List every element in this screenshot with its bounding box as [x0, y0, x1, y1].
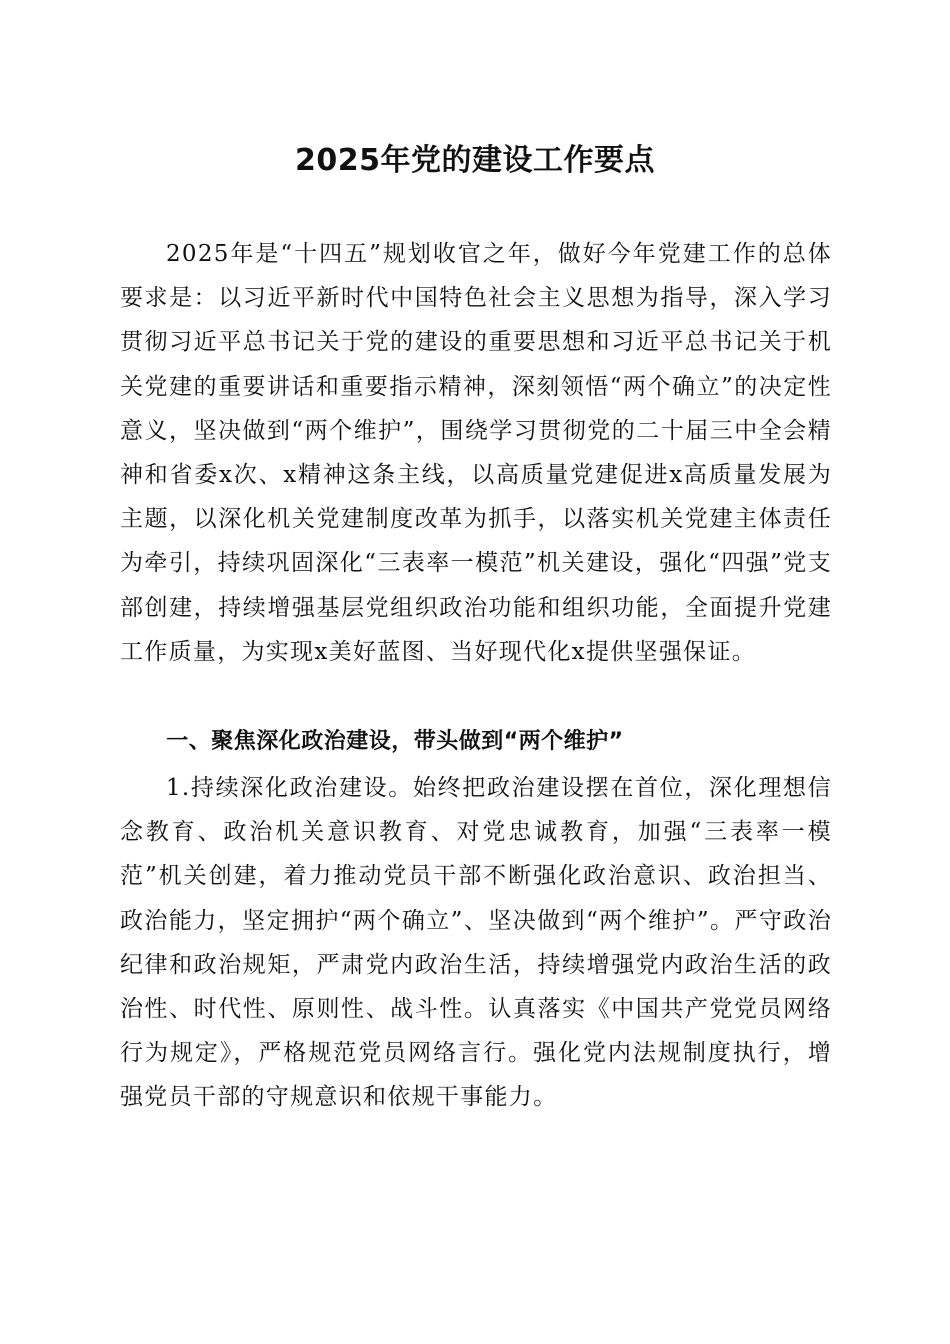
document-title: 2025年党的建设工作要点: [295, 143, 655, 178]
item-paragraph-1: 1.持续深化政治建设。始终把政治建设摆在首位，深化理想信念教育、政治机关意识教育、对党忠诚教育，加强“三表率一模范”机关创建，着力推动党员干部不断强化政治意识、政治担当、政治能力，坚定拥护“两个确立”、坚决做到“两个维护”。严守政治纪律和政治规矩，严肃党内政治生活，持续增强党内政治生活的政治性、时代性、原则性、战斗性。认真落实《中国共产党党员网络行为规定》，严格规范党员网络言行。强化党内法规制度执行，增强党员干部的守规意识和依规干事能力。: [120, 775, 832, 1111]
section-heading-1: 一、聚焦深化政治建设，带头做到“两个维护”: [166, 729, 624, 754]
intro-paragraph: 2025年是“十四五”规划收官之年，做好今年党建工作的总体要求是：以习近平新时代中国特色社会主义思想为指导，深入学习贯彻习近平总书记关于党的建设的重要思想和习近平总书记关于机关党建的重要讲话和重要指示精神，深刻领悟“两个确立”的决定性意义，坚决做到“两个维护”，围绕学习贯彻党的二十届三中全会精神和省委x次、x精神这条主线，以高质量党建促进x高质量发展为主题，以深化机关党建制度改革为抓手，以落实机关党建主体责任为牵引，持续巩固深化“三表率一模范”机关建设，强化“四强”党支部创建，持续增强基层党组织政治功能和组织功能，全面提升党建工作质量，为实现x美好蓝图、当好现代化x提供坚强保证。: [120, 241, 832, 665]
